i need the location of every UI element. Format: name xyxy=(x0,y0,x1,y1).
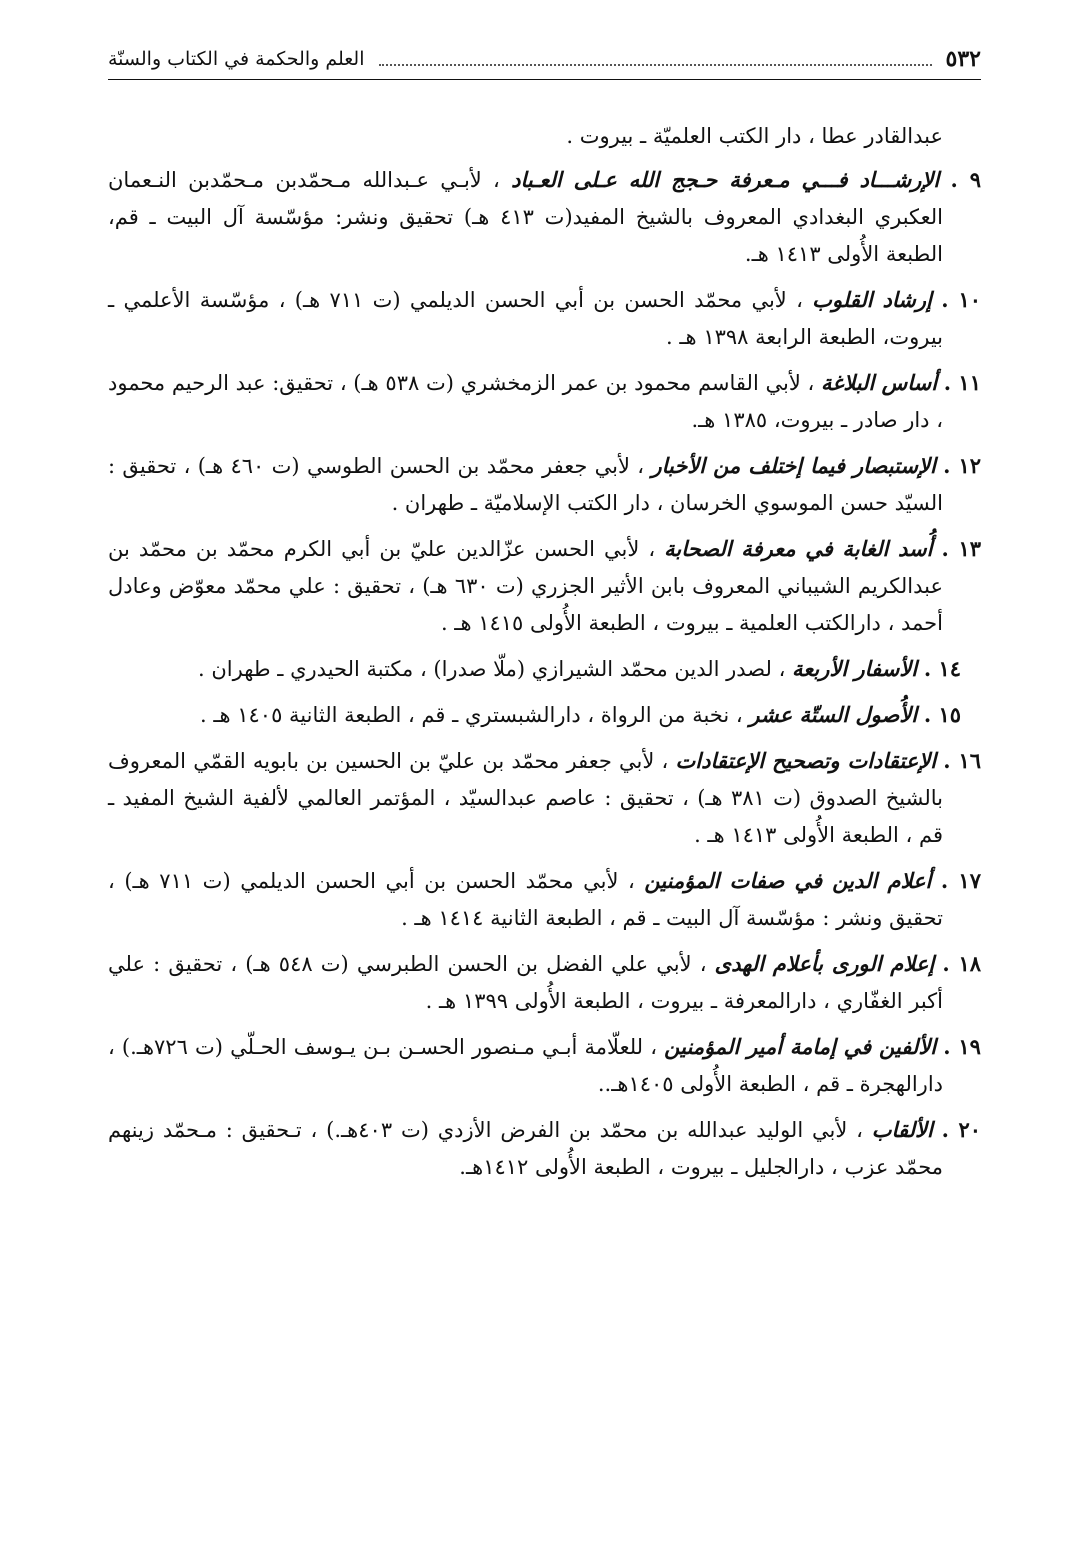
entry-number: ١٥ . xyxy=(923,702,961,727)
bibliography-entry-18 xyxy=(108,945,981,1020)
bibliography-entry-16 xyxy=(108,742,981,854)
entry-number: ١٨ . xyxy=(942,951,981,976)
entry-number: ٩ . xyxy=(950,167,981,192)
book-title: أساس البلاغة xyxy=(820,370,938,395)
entry-details: ، للعلّامة أبـي مـنصور الحسـن بـن يـوسف الحـلّي (ت ٧٢٦هـ.) ، دارالهجرة ـ قم ، الطبعة الأُولى ١٤٠٥هـ.. xyxy=(108,1035,943,1096)
entry-details: ، لأبي محمّد الحسن بن أبي الحسن الديلمي (ت ٧١١ هـ) ، تحقيق ونشر : مؤسّسة آل البيت ـ قم ، الطبعة الثانية ١٤١٤ هـ . xyxy=(108,869,943,930)
running-title: العلم والحكمة في الكتاب والسنّة xyxy=(108,47,365,70)
page-header xyxy=(108,38,981,80)
entry-details: ، لأبي علي الفضل بن الحسن الطبرسي (ت ٥٤٨ هـ) ، تحقيق : علي أكبر الغفّاري ، دارالمعرفة ـ بيروت ، الطبعة الأُولى ١٣٩٩ هـ . xyxy=(108,952,943,1013)
entry-details: ، لصدر الدين محمّد الشيرازي (ملّا صدرا) ، مكتبة الحيدري ـ طهران . xyxy=(198,657,786,681)
entry-details: ، لأبي القاسم محمود بن عمر الزمخشري (ت ٥٣٨ هـ) ، تحقيق: عبد الرحيم محمود ، دار صادر ـ بيروت، ١٣٨٥ هـ. xyxy=(108,371,943,432)
entry-details: ، لأبي جعفر محمّد بن عليّ بن الحسين بن بابويه القمّي المعروف بالشيخ الصدوق (ت ٣٨١ هـ) ، تحقيق : عاصم عبدالسيّد ، المؤتمر العالمي لألفية الشيخ المفيد ـ قم ، الطبعة الأُولى ١٤١٣ هـ . xyxy=(108,749,943,847)
bibliography-entry-20 xyxy=(108,1111,981,1186)
entry-number: ١٠ . xyxy=(941,287,982,312)
entry-number: ١٢ . xyxy=(943,453,981,478)
entry-number: ١٣ . xyxy=(941,536,981,561)
entry-number: ٢٠ . xyxy=(941,1117,981,1142)
entry-details: ، لأبي الحسن عزّالدين عليّ بن أبي الكرم محمّد بن محمّد بن عبدالكريم الشيباني المعروف بابن الأثير الجزري (ت ٦٣٠ هـ) ، تحقيق : علي محمّد معوّض وعادل أحمد ، دارالكتب العلمية ـ بيروت ، الطبعة الأُولى ١٤١٥ هـ . xyxy=(108,537,943,635)
book-title: الإعتقادات وتصحيح الإعتقادات xyxy=(675,748,937,773)
entry-number: ١٧ . xyxy=(940,868,981,893)
book-title: الأُصول الستّة عشر xyxy=(749,702,918,727)
book-title: أعلام الدين في صفات المؤمنين xyxy=(644,868,932,893)
entry-details: ، نخبة من الرواة ، دارالشبستري ـ قم ، الطبعة الثانية ١٤٠٥ هـ . xyxy=(199,703,743,727)
bibliography-entry-13 xyxy=(108,530,981,642)
entry-number: ١٩ . xyxy=(943,1034,981,1059)
book-title: الإستبصار فيما إختلف من الأخبار xyxy=(651,453,936,478)
continued-entry-text: عبدالقادر عطا ، دار الكتب العلميّة ـ بيروت . xyxy=(566,124,943,148)
entry-details: ، لأبي الوليد عبدالله بن محمّد بن الفرض الأزدي (ت ٤٠٣هـ.) ، تـحقيق : مـحمّد زينهم محمّد عزب ، دارالجليل ـ بيروت ، الطبعة الأُولى ١٤١٢هـ. xyxy=(108,1118,943,1179)
book-title: إرشاد القلوب xyxy=(812,287,932,312)
book-title: الألقاب xyxy=(871,1117,933,1142)
book-title: الألفين في إمامة أمير المؤمنين xyxy=(664,1034,937,1059)
book-title: إعلام الورى بأعلام الهدى xyxy=(714,951,935,976)
book-title: الأسفار الأربعة xyxy=(792,656,918,681)
entry-number: ١١ . xyxy=(943,370,981,395)
entry-number: ١٤ . xyxy=(923,656,961,681)
book-title: أُسد الغابة في معرفة الصحابة xyxy=(664,536,933,561)
bibliography-entry-12 xyxy=(108,447,981,522)
bibliography-entry-10 xyxy=(108,281,981,356)
header-dot-leader xyxy=(379,64,932,66)
bibliography-entry-9 xyxy=(108,161,981,273)
entry-details: ، لأبـي عـبدالله مـحمّدبن مـحمّدبن النـعمان العكبري البغدادي المعروف بالشيخ المفيد(ت ٤١٣ هـ) تحقيق ونشر: مؤسّسة آل البيت ـ قم، الطبعة الأُولى ١٤١٣ هـ. xyxy=(108,168,943,266)
bibliography-entry-17 xyxy=(108,862,981,937)
bibliography-entry-19 xyxy=(108,1028,981,1103)
entry-details: ، لأبي جعفر محمّد بن الحسن الطوسي (ت ٤٦٠ هـ) ، تحقيق : السيّد حسن الموسوي الخرسان ، دار الكتب الإسلاميّة ـ طهران . xyxy=(108,454,943,515)
bibliography-entry-15 xyxy=(108,696,981,734)
bibliography-list xyxy=(108,118,981,1194)
entry-number: ١٦ . xyxy=(943,748,981,773)
page-number: ٥٣٢ xyxy=(945,45,981,72)
bibliography-entry-14 xyxy=(108,650,981,688)
entry-details: ، لأبي محمّد الحسن بن أبي الحسن الديلمي (ت ٧١١ هـ) ، مؤسّسة الأعلمي ـ بيروت، الطبعة الرابعة ١٣٩٨ هـ . xyxy=(108,288,943,349)
bibliography-entry-11 xyxy=(108,364,981,439)
book-title: الإرشـــاد فـــي مـعرفة حـجج الله عـلى العـباد xyxy=(511,167,940,192)
